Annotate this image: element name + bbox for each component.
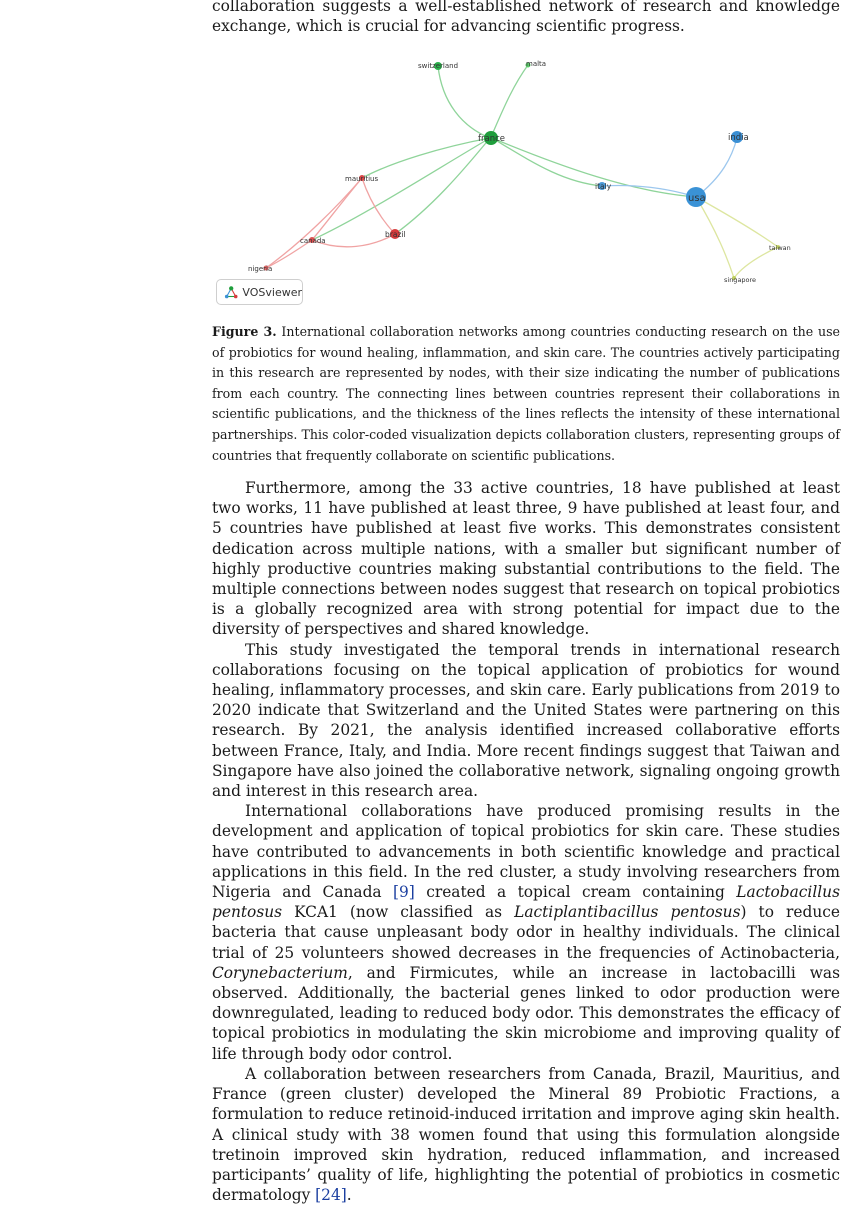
label-singapore: singapore [724, 276, 757, 284]
edge-mauritius-brazil [362, 178, 395, 234]
label-nigeria: nigeria [248, 265, 273, 273]
vosviewer-logo-icon [224, 285, 238, 299]
citation-24[interactable]: [24] [315, 1186, 347, 1205]
p3-text-b: created a topical cream containing [414, 883, 737, 902]
body-text [212, 478, 840, 1205]
paragraph-temporal-trends: This study investigated the temporal trends in international research collaborations focusing on the topical application of probiotics for wound healing, inflammatory processes, and skin care. Early publications from 2019 to 2020 indicate that Switzerland and the United States were partnering on this research. By 2021, the analysis identified increased collaborative efforts between France, Italy, and India. More recent findings suggest that Taiwan and Singapore have also joined the collaborative network, signaling ongoing growth and interest in this research area. [212, 640, 840, 801]
vosviewer-label: VOSviewer [242, 285, 302, 299]
edge-nigeria-mauritius [266, 178, 362, 268]
network-labels [248, 60, 791, 284]
figure-caption-label: Figure 3. [212, 324, 277, 339]
collaboration-network-figure [212, 52, 838, 310]
edge-france-mauritius [362, 138, 490, 178]
edge-usa-singapore [696, 197, 734, 278]
figure-caption-body: International collaboration networks among countries conducting research on the use of probiotics for wound healing, inflammation, and skin care. The countries actively participating in this research are represented by nodes, with their size indicating the number of publications from each country. The connecting lines between countries represent their collaborations in scientific publications, and the thickness of the lines reflects the intensity of these international partnerships. This color-coded visualization depicts collaboration clusters, representing groups of countries that frequently collaborate on scientific publications. [212, 324, 841, 463]
vosviewer-badge [216, 279, 303, 305]
p4-text-a: A collaboration between researchers from Canada, Brazil, Mauritius, and France (green cluster) developed the Mineral 89 Probiotic Fractions, a formulation to reduce retinoid-induced irritation and improve aging skin health. A clinical study with 38 women found that using this formulation alongside tretinoin improved skin hydration, reduced inflammation, and increased participants’ quality of life, highlighting the potential of probiotics in cosmetic dermatology [212, 1064, 840, 1205]
label-malta: malta [526, 60, 547, 68]
label-usa: usa [688, 193, 706, 204]
label-france: france [478, 134, 505, 144]
label-switzerland: switzerland [418, 62, 459, 70]
edge-france-usa [492, 138, 696, 197]
paragraph-green-cluster [212, 1064, 840, 1205]
edge-switzerland-france [438, 66, 490, 138]
label-canada: canada [300, 237, 326, 245]
paragraph-red-cluster [212, 801, 840, 1064]
label-italy: italy [595, 182, 612, 191]
citation-9[interactable]: [9] [393, 883, 415, 902]
p3-text-a: International collaborations have produced promising results in the development and application of topical probiotics for skin care. These studies have contributed to advancements in both scientific knowledge and practical applications in this field. In the red cluster, a study involving researchers from Nigeria and Canada [212, 802, 840, 902]
p3-text-e: , and Firmicutes, while an increase in lactobacilli was observed. Additionally, the bacterial genes linked to odor production were downregulated, leading to reduced body odor. This demonstrates the efficacy of topical probiotics in modulating the skin microbiome and improving quality of life through body odor control. [212, 963, 840, 1063]
species-lactiplantibacillus: Lactiplantibacillus pentosus [514, 903, 741, 922]
label-india: india [728, 133, 749, 143]
label-brazil: brazil [385, 230, 406, 239]
figure-caption-text [212, 322, 840, 466]
edge-france-canada [312, 138, 490, 240]
p3-text-c: KCA1 (now classified as [282, 903, 515, 922]
paragraph-country-counts: Furthermore, among the 33 active countries, 18 have published at least two works, 11 have published at least three, 9 have published at least four, and 5 countries have published at least five works. This demonstrates consistent dedication across multiple nations, with a smaller but significant number of highly productive countries making substantial contributions to the field. The multiple connections between nodes suggest that research on topical probiotics is a globally recognized area with strong potential for impact due to the diversity of perspectives and shared knowledge. [212, 479, 840, 639]
label-taiwan: taiwan [769, 244, 791, 252]
label-mauritius: mauritius [345, 175, 379, 183]
p4-text-b: . [346, 1186, 352, 1205]
genus-corynebacterium: Corynebacterium [212, 963, 348, 982]
edge-malta-france [491, 65, 528, 137]
figure-caption [212, 322, 840, 466]
edge-usa-india [696, 138, 737, 197]
lead-paragraph [212, 0, 840, 37]
network-graph [212, 52, 838, 310]
network-nodes [264, 62, 781, 280]
p3-text-d: ) to reduce bacteria that cause unpleasant body odor in healthy individuals. The clinical trial of 25 volunteers showed decreases in the frequencies of Actinobacteria, [212, 903, 840, 962]
lead-text: collaboration suggests a well-established network of research and knowledge exchange, which is crucial for advancing scientific progress. [212, 0, 840, 36]
network-edges [266, 65, 778, 278]
species-lactobacillus: Lactobacillus pentosus [212, 883, 840, 922]
edge-usa-taiwan [696, 197, 778, 247]
